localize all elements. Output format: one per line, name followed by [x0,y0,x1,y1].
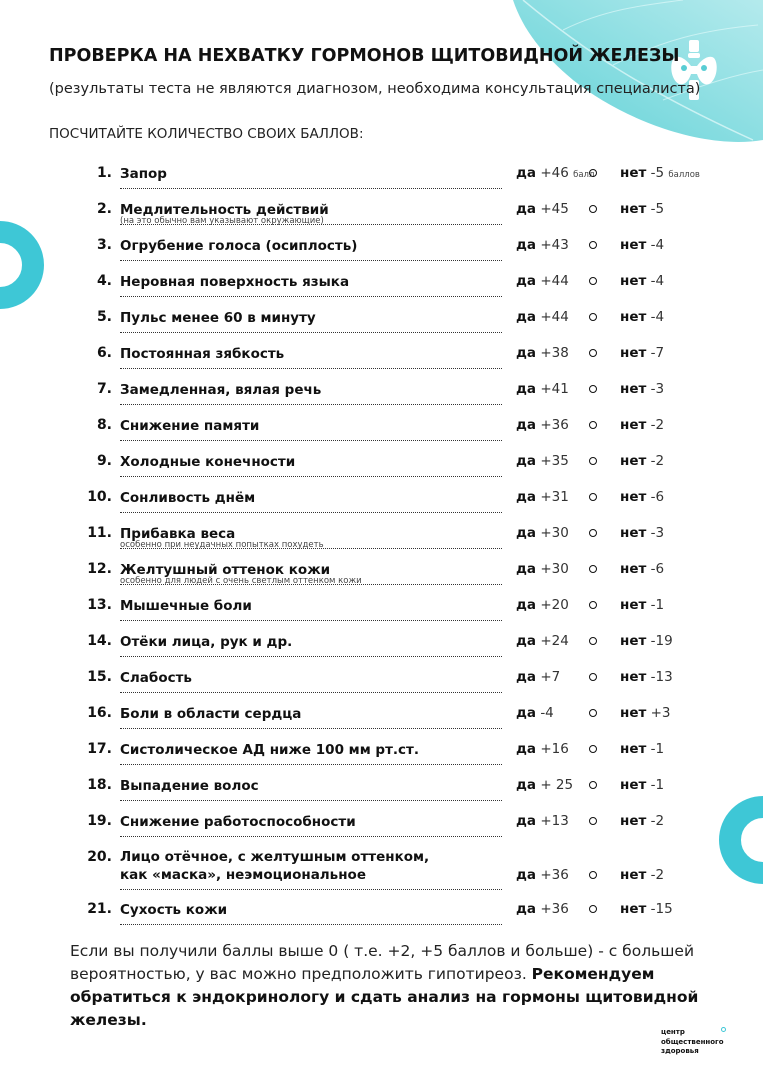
dotted-leader [120,836,502,837]
yes-label: да [516,381,537,397]
yes-option [516,452,569,470]
question-label: Сонливость днём [120,490,256,506]
question-label-wrap [120,488,500,507]
no-value: -19 [650,633,673,649]
page-subtitle: (результаты теста не являются диагнозом, необходима консультация специалиста) [49,81,701,97]
dotted-leader [120,656,502,657]
dotted-leader [120,764,502,765]
no-option [620,416,664,434]
question-label-wrap [120,900,500,919]
yes-label: да [516,489,537,505]
yes-label: да [516,867,537,883]
answer-circle-icon[interactable] [589,871,597,879]
question-row [80,452,720,476]
yes-value: +16 [540,741,569,757]
yes-value: +41 [540,381,569,397]
yes-option [516,900,569,918]
answer-circle-icon[interactable] [589,781,597,789]
no-value: -3 [650,381,665,397]
question-label-wrap [120,236,500,255]
no-label: нет [620,777,647,793]
question-label-wrap [120,452,500,471]
dotted-leader [120,332,502,333]
question-row [80,812,720,836]
question-row [80,380,720,404]
question-number: 17. [87,741,112,757]
dotted-leader [120,512,502,513]
yes-option [516,560,569,578]
yes-option [516,776,573,794]
question-label-wrap [120,632,500,651]
yes-option [516,668,560,686]
no-value: -1 [650,597,665,613]
yes-value: +43 [540,237,569,253]
question-label: Пульс менее 60 в минуту [120,310,316,326]
question-label: Медлительность действий [120,202,329,218]
question-label-wrap [120,812,500,831]
no-value: -1 [650,741,665,757]
dotted-leader [120,296,502,297]
no-value: -4 [650,273,665,289]
yes-value: +36 [540,867,569,883]
yes-value: +45 [540,201,569,217]
no-label: нет [620,633,647,649]
question-label: Прибавка веса [120,526,236,542]
yes-label: да [516,901,537,917]
question-number: 14. [87,633,112,649]
question-row [80,848,720,883]
answer-circle-icon[interactable] [589,529,597,537]
question-row [80,344,720,368]
question-number: 9. [96,453,112,469]
question-number: 16. [87,705,112,721]
no-label: нет [620,867,647,883]
question-label-line2: как «маска», неэмоциональное [120,867,366,883]
yes-value: +30 [540,525,569,541]
yes-label: да [516,669,537,685]
yes-label: да [516,201,537,217]
organization-logo [661,1028,724,1057]
question-number: 7. [96,381,112,397]
question-label: Снижение работоспособности [120,814,356,830]
question-label: Снижение памяти [120,418,260,434]
question-number: 18. [87,777,112,793]
yes-value: +30 [540,561,569,577]
yes-label: да [516,237,537,253]
no-label: нет [620,489,647,505]
question-number: 19. [87,813,112,829]
no-option [620,776,664,794]
question-row [80,776,720,800]
no-option [620,632,673,650]
question-number: 5. [96,309,112,325]
no-option [620,236,664,254]
yes-label: да [516,633,537,649]
yes-label: да [516,165,537,181]
no-label: нет [620,901,647,917]
no-unit: баллов [668,170,700,180]
question-number: 2. [96,201,112,217]
answer-circle-icon[interactable] [589,673,597,681]
question-row [80,596,720,620]
dotted-leader [120,692,502,693]
no-option [620,380,664,398]
no-option [620,344,664,362]
question-label: Огрубение голоса (осиплость) [120,238,358,254]
question-number: 4. [96,273,112,289]
question-label: Слабость [120,670,192,686]
answer-circle-icon[interactable] [589,169,597,177]
question-label-wrap [120,848,500,884]
ring-decoration-left [0,220,45,314]
question-number: 1. [96,165,112,181]
no-value: -4 [650,309,665,325]
no-value: -2 [650,417,665,433]
leaf-decoration [503,0,763,150]
question-number: 3. [96,237,112,253]
no-option [620,866,664,884]
dotted-leader [120,924,502,925]
no-option [620,452,664,470]
question-label: Желтушный оттенок кожи [120,562,331,578]
no-value: -6 [650,489,665,505]
question-row [80,668,720,692]
yes-value: +13 [540,813,569,829]
no-option [620,164,700,184]
yes-value: +35 [540,453,569,469]
no-value: -2 [650,453,665,469]
no-option [620,272,664,290]
question-label: Запор [120,166,167,182]
yes-value: +31 [540,489,569,505]
question-label: Неровная поверхность языка [120,274,350,290]
no-option [620,200,664,218]
yes-value: +24 [540,633,569,649]
no-value: -6 [650,561,665,577]
question-label: Лицо отёчное, с желтушным оттенком, [120,849,430,865]
question-label-wrap [120,272,500,291]
question-row [80,416,720,440]
yes-label: да [516,525,537,541]
question-number: 11. [87,525,112,541]
question-note: (на это обычно вам указывают окружающие) [120,216,324,226]
no-option [620,524,664,542]
yes-option [516,344,569,362]
dotted-leader [120,889,502,890]
question-row [80,900,720,924]
yes-label: да [516,777,537,793]
dotted-leader [120,188,502,189]
question-number: 20. [87,849,112,865]
no-label: нет [620,741,647,757]
yes-value: +36 [540,901,569,917]
question-number: 15. [87,669,112,685]
question-label: Систолическое АД ниже 100 мм рт.ст. [120,742,420,758]
no-label: нет [620,705,647,721]
no-value: -2 [650,813,665,829]
no-label: нет [620,417,647,433]
question-number: 13. [87,597,112,613]
yes-value: +36 [540,417,569,433]
yes-value: -4 [540,705,554,721]
yes-option [516,380,569,398]
question-label: Постоянная зябкость [120,346,285,362]
no-label: нет [620,813,647,829]
question-row [80,632,720,656]
question-row [80,704,720,728]
question-label-wrap [120,380,500,399]
logo-line-2: общественного [661,1037,724,1046]
answer-circle-icon[interactable] [589,601,597,609]
no-label: нет [620,597,647,613]
no-option [620,704,671,722]
no-option [620,668,673,686]
question-number: 12. [87,561,112,577]
no-option [620,740,664,758]
yes-label: да [516,741,537,757]
no-option [620,308,664,326]
answer-circle-icon[interactable] [589,817,597,825]
no-option [620,560,664,578]
yes-value: +7 [540,669,561,685]
no-option [620,488,664,506]
yes-value: +38 [540,345,569,361]
yes-value: +44 [540,273,569,289]
yes-label: да [516,309,537,325]
no-label: нет [620,165,647,181]
yes-option [516,632,569,650]
question-note: особенно при неудачных попытках похудеть [120,540,324,550]
question-row [80,236,720,260]
yes-option [516,704,554,722]
answer-circle-icon[interactable] [589,385,597,393]
question-label-wrap [120,344,500,363]
answer-circle-icon[interactable] [589,565,597,573]
dotted-leader [120,800,502,801]
no-label: нет [620,381,647,397]
question-row [80,272,720,296]
yes-option [516,416,569,434]
dotted-leader [120,260,502,261]
no-value: -15 [650,901,673,917]
question-label: Мышечные боли [120,598,252,614]
no-value: -5 [650,201,665,217]
yes-option [516,272,569,290]
question-label-wrap [120,416,500,435]
question-label: Сухость кожи [120,902,228,918]
answer-circle-icon[interactable] [589,905,597,913]
question-label-wrap [120,740,500,759]
question-row [80,740,720,764]
answer-circle-icon[interactable] [589,745,597,753]
page-title: ПРОВЕРКА НА НЕХВАТКУ ГОРМОНОВ ЩИТОВИДНОЙ ЖЕЛЕЗЫ [49,46,680,66]
no-label: нет [620,309,647,325]
answer-circle-icon[interactable] [589,205,597,213]
no-option [620,900,673,918]
yes-option [516,164,594,184]
conclusion-text [70,940,710,1032]
answer-circle-icon[interactable] [589,709,597,717]
yes-label: да [516,705,537,721]
question-label-wrap [120,776,500,795]
yes-label: да [516,273,537,289]
yes-label: да [516,345,537,361]
no-value: +3 [650,705,671,721]
dotted-leader [120,440,502,441]
answer-circle-icon[interactable] [589,421,597,429]
question-label: Выпадение волос [120,778,259,794]
no-option [620,812,664,830]
yes-label: да [516,597,537,613]
no-label: нет [620,273,647,289]
dotted-leader [120,404,502,405]
question-row [80,200,720,224]
dotted-leader [120,620,502,621]
yes-value: + 25 [540,777,574,793]
instruction-text: ПОСЧИТАЙТЕ КОЛИЧЕСТВО СВОИХ БАЛЛОВ: [49,126,364,142]
ring-decoration-right [718,795,763,889]
yes-option [516,740,569,758]
question-label-wrap [120,704,500,723]
yes-option [516,308,569,326]
question-number: 10. [87,489,112,505]
answer-circle-icon[interactable] [589,493,597,501]
question-label: Боли в области сердца [120,706,302,722]
no-value: -5 [650,165,665,181]
dotted-leader [120,368,502,369]
yes-option [516,488,569,506]
no-label: нет [620,453,647,469]
no-value: -1 [650,777,665,793]
logo-line-1: центр [661,1028,685,1036]
no-value: -7 [650,345,665,361]
answer-circle-icon[interactable] [589,637,597,645]
yes-value: +46 [540,165,569,181]
question-row [80,308,720,332]
no-value: -3 [650,525,665,541]
question-number: 6. [96,345,112,361]
question-number: 8. [96,417,112,433]
no-label: нет [620,345,647,361]
dotted-leader [120,476,502,477]
question-label-wrap [120,164,500,183]
yes-unit: балл [573,170,595,180]
question-label: Отёки лица, рук и др. [120,634,293,650]
no-value: -13 [650,669,673,685]
yes-option [516,200,569,218]
yes-option [516,236,569,254]
yes-option [516,812,569,830]
yes-value: +44 [540,309,569,325]
no-option [620,596,664,614]
question-label: Холодные конечности [120,454,296,470]
no-label: нет [620,237,647,253]
question-row [80,524,720,548]
question-label-wrap [120,668,500,687]
question-number: 21. [87,901,112,917]
no-label: нет [620,669,647,685]
no-label: нет [620,201,647,217]
question-label: Замедленная, вялая речь [120,382,322,398]
no-value: -4 [650,237,665,253]
answer-circle-icon[interactable] [589,457,597,465]
yes-value: +20 [540,597,569,613]
answer-circle-icon[interactable] [589,241,597,249]
answer-circle-icon[interactable] [589,349,597,357]
question-label-wrap [120,596,500,615]
no-value: -2 [650,867,665,883]
question-row [80,164,720,188]
logo-line-3: здоровья [661,1047,699,1055]
no-label: нет [620,525,647,541]
yes-label: да [516,813,537,829]
no-label: нет [620,561,647,577]
question-note: особенно для людей с очень светлым оттенком кожи [120,576,362,586]
dotted-leader [120,728,502,729]
question-row [80,560,720,584]
yes-label: да [516,561,537,577]
conclusion-bold: Рекомендуем обратиться к эндокринологу и сдать анализ на гормоны щитовидной железы. [70,965,699,1029]
yes-option [516,596,569,614]
conclusion-plain: Если вы получили баллы выше 0 ( т.е. +2, +5 баллов и больше) - с большей вероятностью, у вас можно предположить гипотиреоз. [70,942,695,983]
yes-option [516,524,569,542]
question-label-wrap [120,308,500,327]
yes-label: да [516,417,537,433]
logo-dot-icon [721,1027,726,1032]
answer-circle-icon[interactable] [589,277,597,285]
answer-circle-icon[interactable] [589,313,597,321]
yes-label: да [516,453,537,469]
yes-option [516,866,569,884]
question-row [80,488,720,512]
